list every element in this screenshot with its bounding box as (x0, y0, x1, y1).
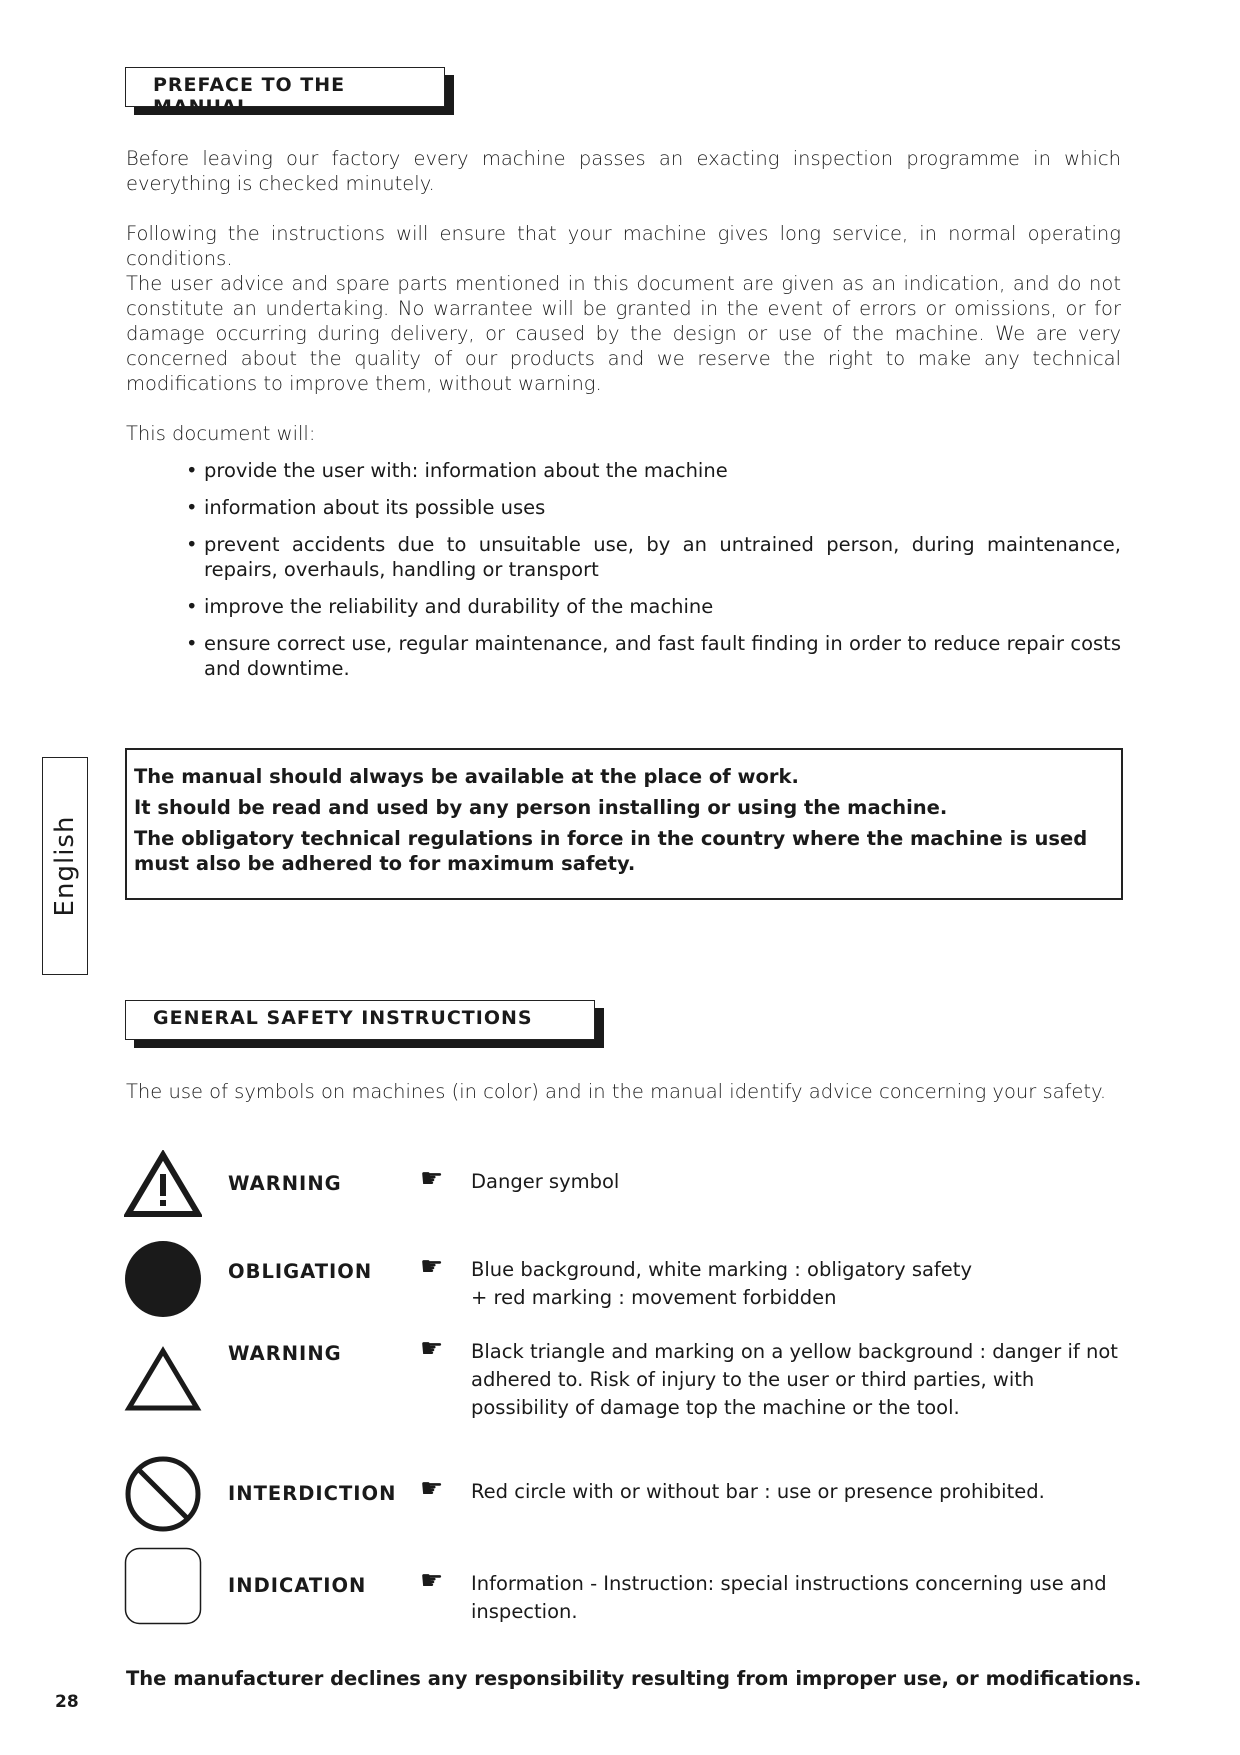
symbol-label: INTERDICTION (228, 1482, 397, 1505)
preface-paragraph-1: Before leaving our factory every machine passes an exacting inspection programme in which everything is checked minutely. (126, 147, 1121, 195)
pointing-hand-icon: ☛ (420, 1251, 444, 1281)
indication-square-icon (124, 1547, 202, 1625)
pointing-hand-icon: ☛ (420, 1565, 444, 1595)
preface-title: PREFACE TO THE MANUAL (125, 67, 445, 107)
notice-line-3: The obligatory technical regulations in force in the country where the machine is used must also be adhered to for maximum safety. (134, 827, 1088, 875)
list-item: • provide the user with: information about the machine (186, 458, 1121, 483)
symbol-description: Black triangle and marking on a yellow background : danger if not adhered to. Risk of injury to the user or third parties, with possibility of damage top the machine or the tool. (471, 1340, 1118, 1419)
list-item: • improve the reliability and durability of the machine (186, 594, 1121, 619)
symbol-description: Red circle with or without bar : use or presence prohibited. (471, 1480, 1045, 1503)
footer-note: The manufacturer declines any responsibility resulting from improper use, or modifications. (126, 1667, 1142, 1690)
pointing-hand-icon: ☛ (420, 1333, 444, 1363)
safety-title: GENERAL SAFETY INSTRUCTIONS (125, 1000, 595, 1040)
warning-triangle-icon (124, 1345, 202, 1413)
obligation-circle-icon (124, 1240, 202, 1318)
symbol-label: WARNING (228, 1172, 342, 1195)
list-item: • information about its possible uses (186, 495, 1121, 520)
preface-paragraph-4: This document will: (126, 422, 316, 445)
safety-intro: The use of symbols on machines (in color) and in the manual identify advice concerning your safety. (126, 1080, 1107, 1103)
interdiction-icon (124, 1455, 202, 1533)
notice-line-2: It should be read and used by any person installing or using the machine. (134, 796, 948, 819)
list-item: • prevent accidents due to unsuitable use, by an untrained person, during maintenance, repairs, overhauls, handling or transport (186, 532, 1121, 582)
list-item: • ensure correct use, regular maintenance, and fast fault finding in order to reduce repair costs and downtime. (186, 631, 1121, 681)
notice-box (125, 748, 1123, 900)
symbol-description: Danger symbol (471, 1170, 620, 1193)
pointing-hand-icon: ☛ (420, 1473, 444, 1503)
language-tab-label: English (50, 815, 80, 917)
preface-paragraph-2: Following the instructions will ensure that your machine gives long service, in normal operating conditions. (126, 222, 1121, 270)
notice-line-1: The manual should always be available at the place of work. (134, 765, 799, 788)
symbol-label: INDICATION (228, 1574, 367, 1597)
page-number: 28 (55, 1692, 79, 1712)
preface-paragraph-3: The user advice and spare parts mentioned in this document are given as an indication, and do not constitute an undertaking. No warrantee will be granted in the event of errors or omissions, or for damage occurring during delivery, or caused by the design or use of the machine. We are very concerned about the quality of our products and we reserve the right to make any technical modifications to improve them, without warning. (126, 272, 1121, 395)
preface-bullet-list (186, 458, 1121, 693)
symbol-description: Blue background, white marking : obligatory safety + red marking : movement forbidden (471, 1258, 972, 1309)
pointing-hand-icon: ☛ (420, 1163, 444, 1193)
symbol-label: WARNING (228, 1342, 342, 1365)
language-tab (42, 757, 88, 975)
warning-exclamation-icon (124, 1150, 202, 1218)
symbol-label: OBLIGATION (228, 1260, 373, 1283)
symbol-description: Information - Instruction: special instructions concerning use and inspection. (471, 1572, 1107, 1623)
